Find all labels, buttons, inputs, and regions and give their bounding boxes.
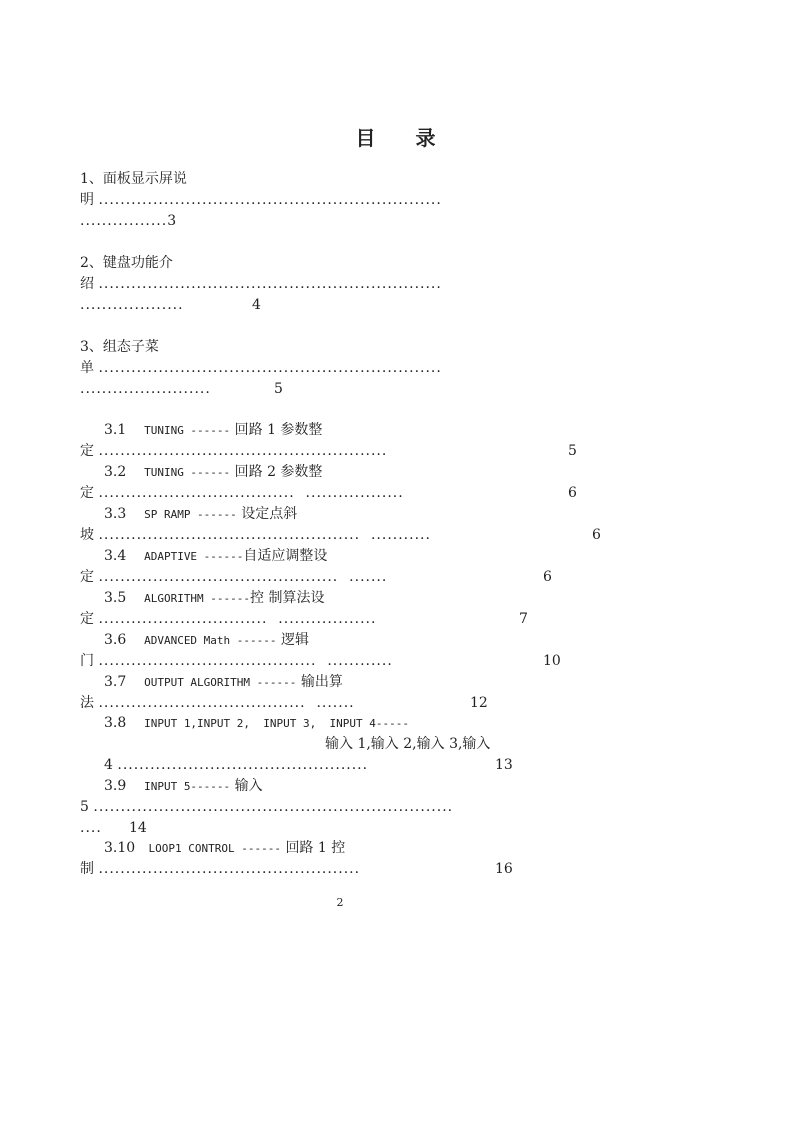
toc-leader-line: 定 ............................................ .......: [80, 569, 388, 585]
page-number: 3: [167, 213, 177, 229]
toc-subheading: 3.1 TUNING ------ 回路 1 参数整: [104, 422, 323, 438]
page-number: 16: [495, 861, 513, 877]
toc-heading: 3、组态子菜: [80, 339, 159, 355]
toc-leader-line: 定 ............................... ..................: [80, 611, 377, 627]
toc-subheading: 3.10 LOOP1 CONTROL ------ 回路 1 控: [104, 840, 346, 856]
page-number: 6: [568, 485, 577, 501]
toc-leader-line: 4 ..............................................: [104, 757, 369, 773]
toc-leader-line: 门 ........................................ ............: [80, 653, 393, 669]
page-number: 13: [495, 757, 513, 773]
toc-leader-line: 定 .................................... ..................: [80, 485, 404, 501]
toc-subheading: 3.4 ADAPTIVE ------自适应调整设: [104, 548, 328, 564]
toc-title: 目 录: [355, 126, 438, 150]
toc-leader-line: 法 ...................................... .......: [80, 695, 355, 711]
page-number: 5: [274, 381, 283, 397]
page-number: 14: [129, 820, 147, 836]
page-number: 10: [543, 653, 561, 669]
toc-leader-line: ....: [80, 820, 102, 836]
page-number: 6: [592, 527, 601, 543]
toc-subheading: 3.2 TUNING ------ 回路 2 参数整: [104, 464, 323, 480]
toc-subheading: 3.5 ALGORITHM ------控 制算法设: [104, 590, 325, 606]
toc-leader-line: 定 .....................................................: [80, 443, 388, 459]
toc-subheading: 3.8 INPUT 1,INPUT 2, INPUT 3, INPUT 4-----: [104, 715, 409, 731]
toc-leader-line: 单 ...............................................................: [80, 360, 442, 376]
toc-subheading-cont: 输入 1,输入 2,输入 3,输入: [325, 736, 491, 752]
page-number: 6: [543, 569, 552, 585]
page-number: 4: [252, 297, 261, 313]
toc-leader-line: ...................: [80, 297, 184, 313]
toc-leader-line: 制 ................................................: [80, 861, 361, 877]
toc-heading: 2、键盘功能介: [80, 255, 173, 271]
toc-leader-line: ........................: [80, 381, 211, 397]
toc-subheading: 3.6 ADVANCED Math ------ 逻辑: [104, 632, 309, 648]
page-number: 7: [519, 611, 528, 627]
page-number: 12: [470, 695, 488, 711]
toc-leader-line: 绍 ...............................................................: [80, 276, 442, 292]
toc-leader-line: ................3: [80, 213, 177, 229]
toc-leader-line: 明 ...............................................................: [80, 192, 442, 208]
toc-subheading: 3.9 INPUT 5------ 输入: [104, 778, 263, 794]
toc-leader-line: 坡 ................................................ ...........: [80, 527, 431, 543]
toc-heading: 1、面板显示屏说: [80, 171, 187, 187]
page-footer-number: 2: [336, 896, 344, 909]
toc-subheading: 3.3 SP RAMP ------ 设定点斜: [104, 506, 298, 522]
page-number: 5: [568, 443, 577, 459]
toc-leader-line: 5 ..................................................................: [80, 799, 454, 815]
toc-subheading: 3.7 OUTPUT ALGORITHM ------ 输出算: [104, 674, 343, 690]
